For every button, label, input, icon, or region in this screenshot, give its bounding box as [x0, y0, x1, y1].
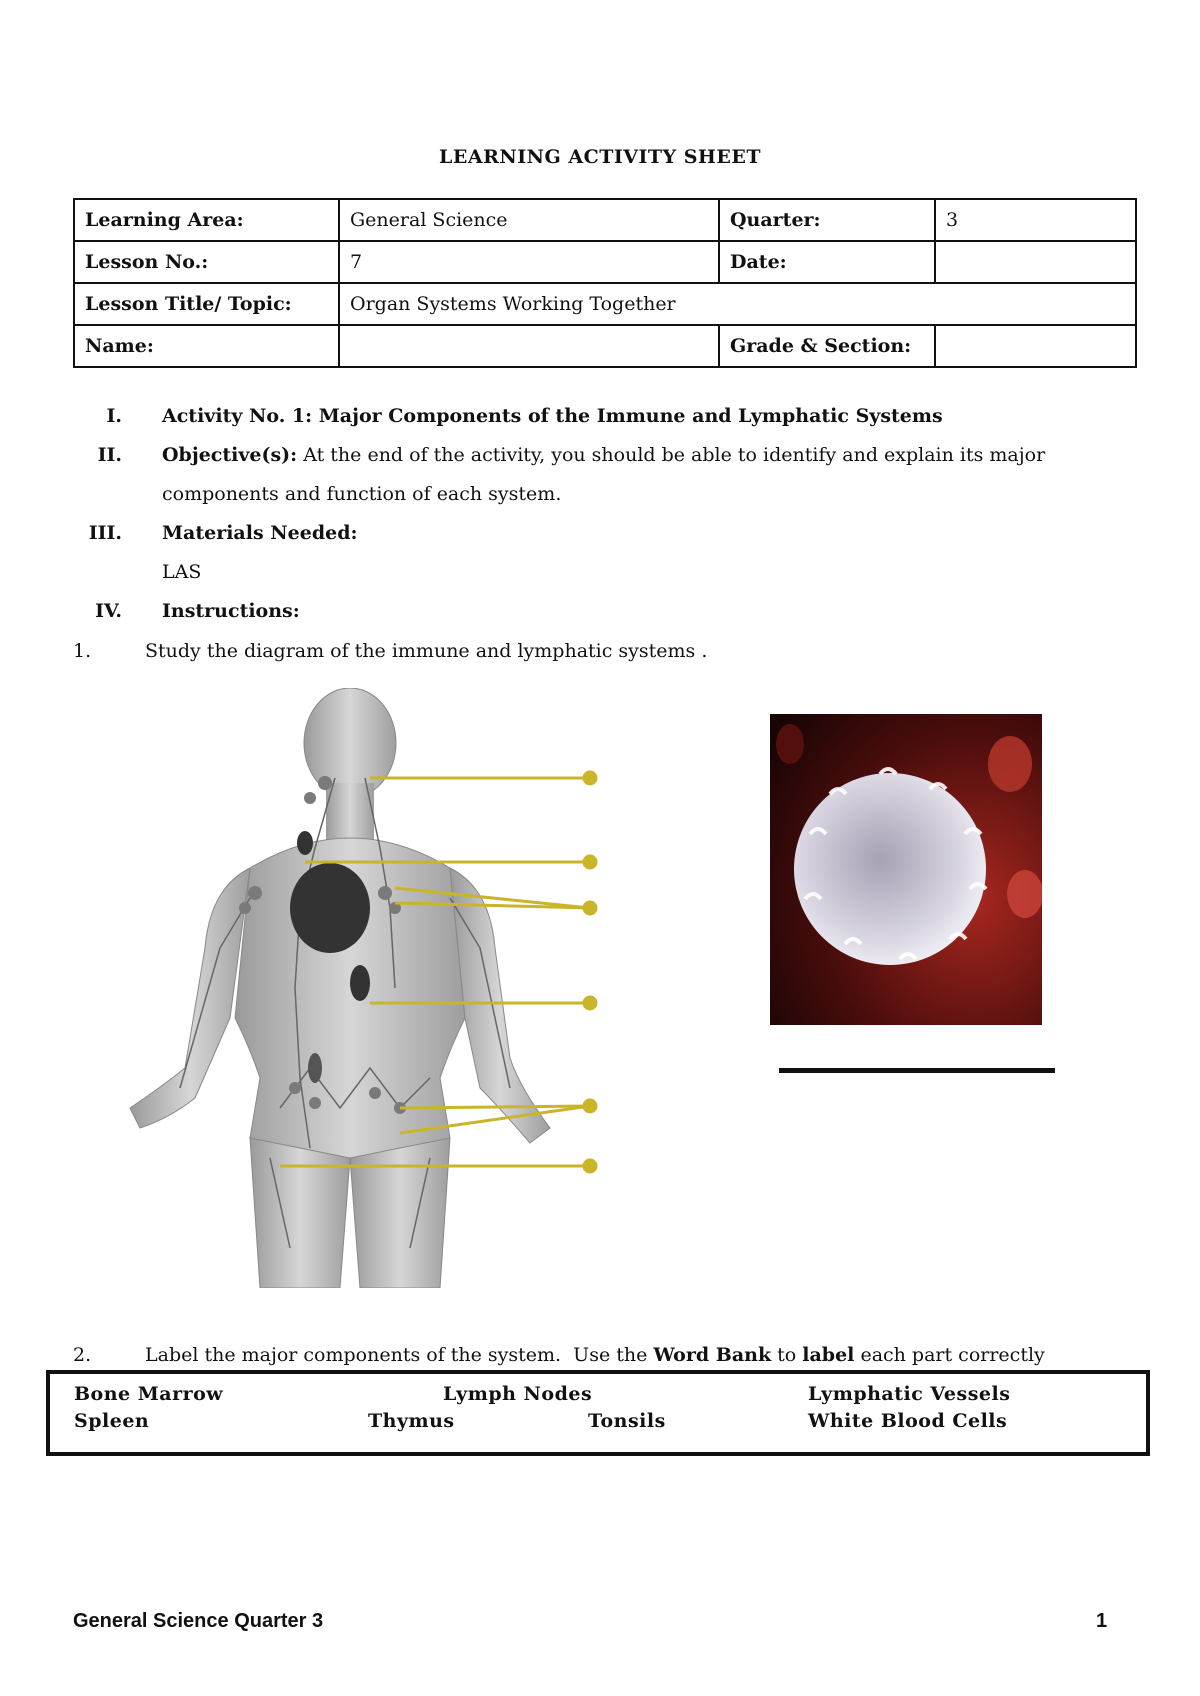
word-thymus: Thymus — [368, 1410, 455, 1432]
lesson-no-label: Lesson No.: — [74, 241, 339, 283]
lesson-title-label: Lesson Title/ Topic: — [74, 283, 339, 325]
word-lymph-nodes: Lymph Nodes — [443, 1383, 593, 1405]
grade-section-field[interactable] — [935, 325, 1136, 367]
section-iv-number: IV. — [95, 600, 122, 622]
white-blood-cell-image — [770, 714, 1042, 1025]
objective-line-1 — [162, 436, 1152, 475]
step-1-number: 1. — [73, 640, 92, 662]
date-field[interactable] — [935, 241, 1136, 283]
quarter-value: 3 — [935, 199, 1136, 241]
quarter-label: Quarter: — [719, 199, 935, 241]
grade-section-label: Grade & Section: — [719, 325, 935, 367]
date-label: Date: — [719, 241, 935, 283]
step-2-text-b: to — [771, 1344, 803, 1366]
word-spleen: Spleen — [74, 1410, 150, 1432]
info-table — [73, 198, 1137, 368]
materials-label: Materials Needed: — [162, 522, 358, 544]
instructions-label: Instructions: — [162, 600, 300, 622]
lymphatic-system-diagram — [100, 688, 610, 1288]
section-i-number: I. — [106, 405, 122, 427]
lesson-title-value: Organ Systems Working Together — [339, 283, 1136, 325]
step-2-text-a: Label the major components of the system. Use the — [145, 1344, 654, 1366]
objective-text-2: components and function of each system. — [162, 483, 562, 505]
lesson-no-value: 7 — [339, 241, 719, 283]
step-2-bold-label: label — [802, 1344, 855, 1366]
step-1-text: Study the diagram of the immune and lymphatic systems . — [145, 640, 708, 662]
footer-title: General Science Quarter 3 — [73, 1610, 324, 1632]
answer-blank-line[interactable] — [779, 1068, 1055, 1073]
word-bank-box — [46, 1370, 1150, 1456]
section-iii-number: III. — [88, 522, 122, 544]
step-2-text-c: each part correctly — [854, 1344, 1045, 1366]
step-2-number: 2. — [73, 1344, 92, 1366]
word-lymphatic-vessels: Lymphatic Vessels — [808, 1383, 1011, 1405]
section-ii-number: II. — [97, 444, 122, 466]
step-2-bold-word-bank: Word Bank — [653, 1344, 772, 1366]
objective-text-1: At the end of the activity, you should be able to identify and explain its major — [303, 444, 1046, 466]
learning-area-label: Learning Area: — [74, 199, 339, 241]
word-bone-marrow: Bone Marrow — [74, 1383, 224, 1405]
name-label: Name: — [74, 325, 339, 367]
activity-title: Activity No. 1: Major Components of the Immune and Lymphatic Systems — [162, 405, 943, 427]
word-white-blood-cells: White Blood Cells — [808, 1410, 1008, 1432]
page-number: 1 — [1096, 1610, 1108, 1632]
objective-label: Objective(s): — [162, 444, 298, 466]
sheet-title: LEARNING ACTIVITY SHEET — [439, 146, 761, 168]
learning-area-value: General Science — [339, 199, 719, 241]
word-tonsils: Tonsils — [588, 1410, 666, 1432]
name-field[interactable] — [339, 325, 719, 367]
materials-value: LAS — [162, 561, 202, 583]
